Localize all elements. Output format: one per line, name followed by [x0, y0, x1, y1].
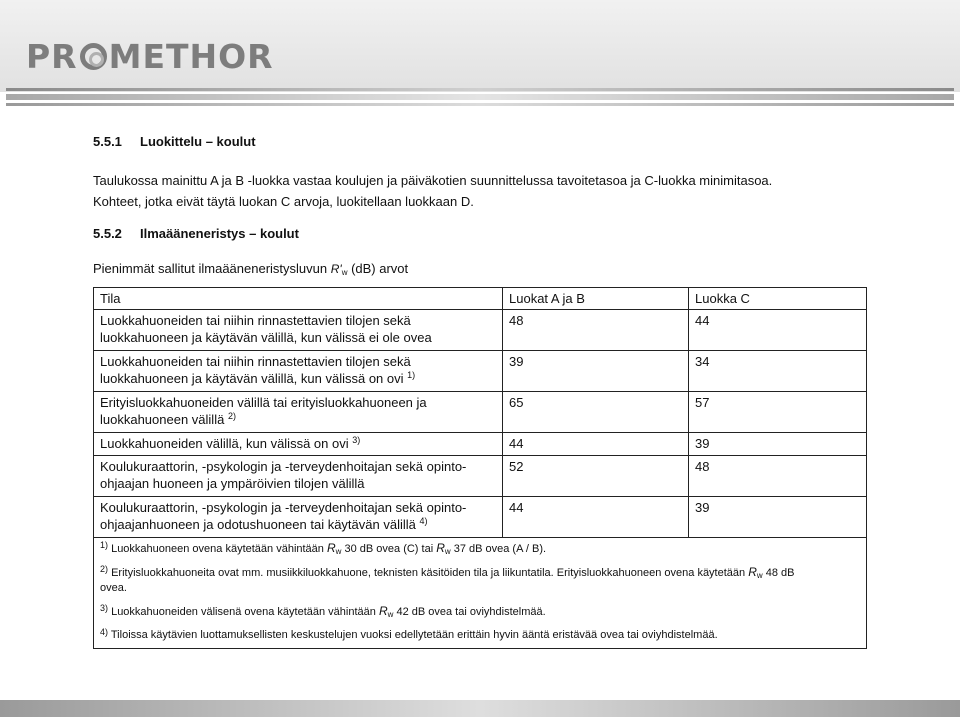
value-c: 39 [689, 497, 867, 538]
row-description [94, 310, 503, 351]
table-header-row [94, 288, 867, 310]
value-c: 48 [689, 456, 867, 497]
rw-symbol: R' [330, 262, 342, 276]
footnote-mark: 4) [100, 627, 109, 637]
section-paragraph [93, 170, 772, 212]
footnote-text: Luokkahuoneiden välisenä ovena käytetään vähintään [108, 606, 379, 618]
footnote-mark: 3) [100, 603, 109, 613]
row-text: luokkahuoneen välillä [100, 412, 225, 427]
rw-symbol: R [326, 541, 336, 555]
row-text: Luokkahuoneiden välillä, kun välissä on ovi [100, 436, 349, 451]
table-row [94, 497, 867, 538]
footnote-text: Tiloissa käytävien luottamuksellisten keskustelujen vuoksi edellytetään erittäin hyvin ääntä eristävää ovea tai oviyhdistelmää. [108, 629, 718, 641]
footnote-text: ovea. [100, 582, 127, 594]
footnote-text: Erityisluokkahuoneita ovat mm. musiikkiluokkahuone, teknisten käsitöiden tila ja liikuntatila. Erityisluokkahuoneen ovena käytetään [108, 567, 749, 579]
column-header-ab: Luokat A ja B [503, 288, 689, 310]
footnotes-row [94, 538, 867, 649]
promethor-logo [26, 38, 274, 74]
table-row [94, 456, 867, 497]
row-text: ohjaajan huoneen ja ympäröivien tilojen välillä [100, 476, 365, 491]
paragraph-line: Taulukossa mainittu A ja B -luokka vastaa koulujen ja päiväkotien suunnittelussa tavoitetasoa ja C-luokka minimitasoa. [93, 173, 773, 188]
row-description [94, 456, 503, 497]
footnote-4 [100, 628, 860, 643]
section-title: Ilmaääneneristys – koulut [140, 226, 299, 241]
row-text: luokkahuoneen ja käytävän välillä, kun välissä on ovi [100, 371, 404, 386]
footnotes-cell [94, 538, 867, 649]
intro-text: Pienimmät sallitut ilmaääneneristysluvun [93, 261, 331, 276]
table-intro [93, 258, 408, 281]
footnote-2 [100, 565, 860, 596]
section-number: 5.5.2 [93, 226, 122, 241]
table-row [94, 433, 867, 456]
footnote-text: 37 dB ovea (A / B). [450, 543, 547, 555]
row-text: Luokkahuoneiden tai niihin rinnastettavien tilojen sekä [100, 354, 411, 369]
column-header-c: Luokka C [689, 288, 867, 310]
value-c: 34 [689, 351, 867, 392]
intro-text: (dB) arvot [347, 261, 409, 276]
section-heading-2 [93, 226, 299, 241]
value-ab: 48 [503, 310, 689, 351]
row-text: Luokkahuoneiden tai niihin rinnastettavien tilojen sekä [100, 313, 411, 328]
value-ab: 65 [503, 392, 689, 433]
table-row [94, 310, 867, 351]
sound-insulation-table [93, 287, 867, 649]
row-description [94, 351, 503, 392]
row-text: Erityisluokkahuoneiden välillä tai erityisluokkahuoneen ja [100, 395, 427, 410]
row-text: luokkahuoneen ja käytävän välillä, kun välissä ei ole ovea [100, 330, 432, 345]
rw-subscript: w [335, 547, 342, 556]
logo-text-pre: PR [26, 36, 78, 76]
rw-subscript: w [444, 547, 451, 556]
footnote-ref: 3) [352, 435, 361, 445]
footnote-text: 42 dB ovea tai oviyhdistelmää. [393, 606, 546, 618]
footnote-ref: 2) [227, 411, 236, 421]
value-c: 44 [689, 310, 867, 351]
row-text: ohjaajanhuoneen ja odotushuoneen tai käytävän välillä [100, 517, 416, 532]
value-c: 57 [689, 392, 867, 433]
value-ab: 44 [503, 497, 689, 538]
value-ab: 39 [503, 351, 689, 392]
footnote-text: 48 dB [762, 567, 795, 579]
paragraph-line: Kohteet, jotka eivät täytä luokan C arvoja, luokitellaan luokkaan D. [93, 194, 474, 209]
row-description [94, 392, 503, 433]
column-header-tila: Tila [94, 288, 503, 310]
value-ab: 52 [503, 456, 689, 497]
footnote-ref: 1) [407, 370, 416, 380]
row-description [94, 433, 503, 456]
rw-subscript: w [387, 610, 394, 619]
footnote-text: 30 dB ovea (C) tai [341, 543, 437, 555]
header-divider [6, 94, 954, 100]
logo-o-icon [80, 43, 107, 70]
rw-symbol: R [436, 541, 445, 555]
value-ab: 44 [503, 433, 689, 456]
row-text: Koulukuraattorin, -psykologin ja -terveydenhoitajan sekä opinto- [100, 500, 467, 515]
table-row [94, 392, 867, 433]
footnote-text: Luokkahuoneen ovena käytetään vähintään [108, 543, 327, 555]
header-banner [0, 0, 960, 92]
table-row [94, 351, 867, 392]
row-text: Koulukuraattorin, -psykologin ja -terveydenhoitajan sekä opinto- [100, 459, 467, 474]
section-title: Luokittelu – koulut [140, 134, 256, 149]
logo-text-post: METHOR [108, 36, 274, 76]
footnote-mark: 2) [100, 564, 109, 574]
rw-symbol: R [748, 565, 757, 579]
footnote-3 [100, 604, 860, 620]
value-c: 39 [689, 433, 867, 456]
header-divider [6, 103, 954, 106]
rw-subscript: w [341, 268, 348, 277]
footnote-1 [100, 541, 860, 557]
section-number: 5.5.1 [93, 134, 122, 149]
header-divider [6, 88, 954, 91]
row-description [94, 497, 503, 538]
rw-subscript: w [756, 571, 763, 580]
rw-symbol: R [378, 604, 388, 618]
footnote-mark: 1) [100, 540, 109, 550]
footer-bar [0, 700, 960, 717]
footnote-ref: 4) [419, 516, 428, 526]
section-heading-1 [93, 134, 256, 149]
